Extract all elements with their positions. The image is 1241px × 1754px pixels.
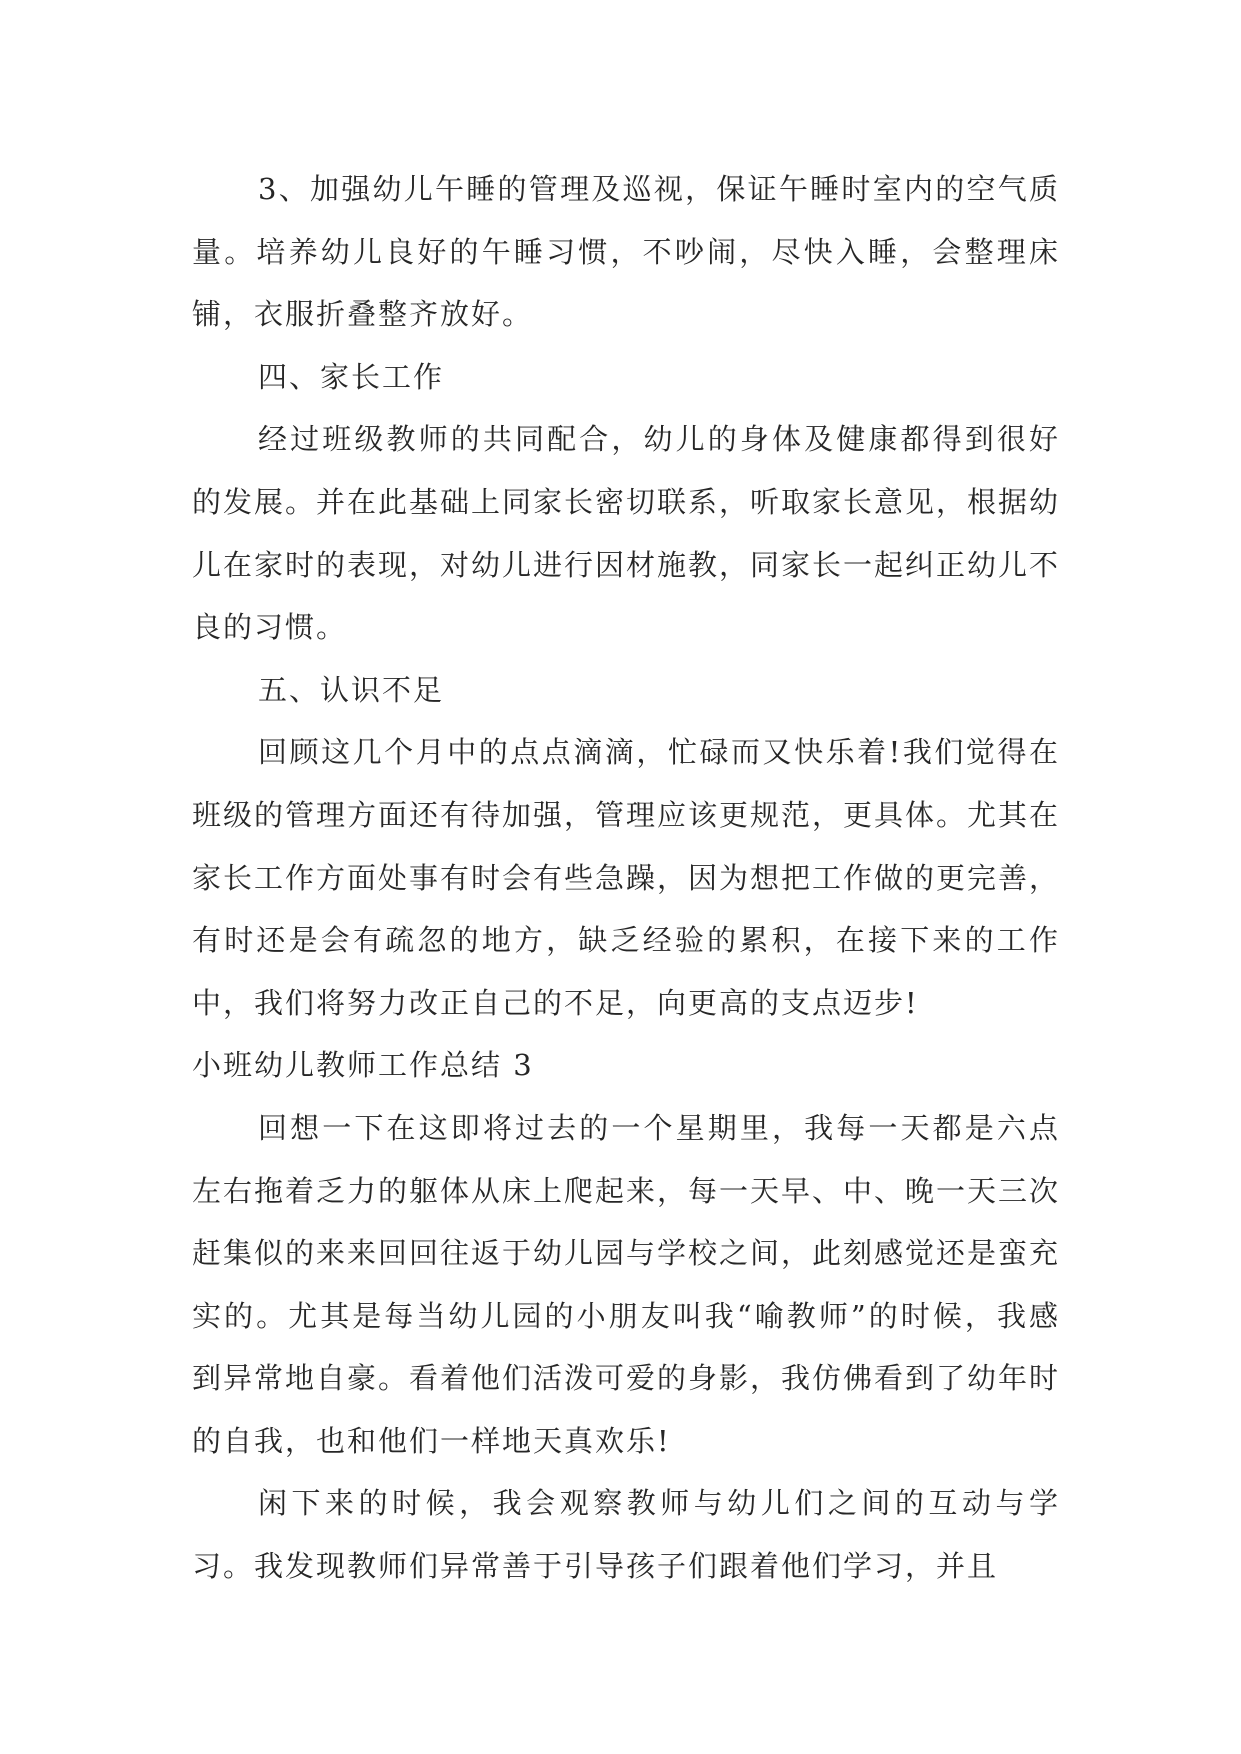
paragraph-shortcomings: 回顾这几个月中的点点滴滴，忙碌而又快乐着!我们觉得在班级的管理方面还有待加强，管理应该更规范，更具体。尤其在家长工作方面处事有时会有些急躁，因为想把工作做的更完善，有时还是会有疏忽的地方，缺乏经验的累积，在接下来的工作中，我们将努力改正自己的不足，向更高的支点迈步! <box>192 735 1061 1020</box>
paragraph-week-reflection: 回想一下在这即将过去的一个星期里，我每一天都是六点左右拖着乏力的躯体从床上爬起来，每一天早、中、晚一天三次赶集似的来来回回往返于幼儿园与学校之间，此刻感觉还是蛮充实的。尤其是每当幼儿园的小朋友叫我“喻教师”的时候，我感到异常地自豪。看着他们活泼可爱的身影，我仿佛看到了幼年时的自我，也和他们一样地天真欢乐! <box>192 1110 1061 1458</box>
section-heading-parent-work: 四、家长工作 <box>258 359 445 394</box>
section-heading-shortcomings: 五、认识不足 <box>258 672 445 707</box>
paragraph-nap-management: 3、加强幼儿午睡的管理及巡视，保证午睡时室内的空气质量。培养幼儿良好的午睡习惯，不吵闹，尽快入睡，会整理床铺，衣服折叠整齐放好。 <box>192 172 1060 332</box>
document-body <box>192 158 1060 1598</box>
paragraph-parent-work: 经过班级教师的共同配合，幼儿的身体及健康都得到很好的发展。并在此基础上同家长密切联系，听取家长意见，根据幼儿在家时的表现，对幼儿进行因材施教，同家长一起纠正幼儿不良的习惯。 <box>192 422 1061 645</box>
paragraph-observation: 闲下来的时候，我会观察教师与幼儿们之间的互动与学习。我发现教师们异常善于引导孩子们跟着他们学习，并且 <box>192 1486 1060 1584</box>
summary-title-3: 小班幼儿教师工作总结 3 <box>192 1048 534 1083</box>
